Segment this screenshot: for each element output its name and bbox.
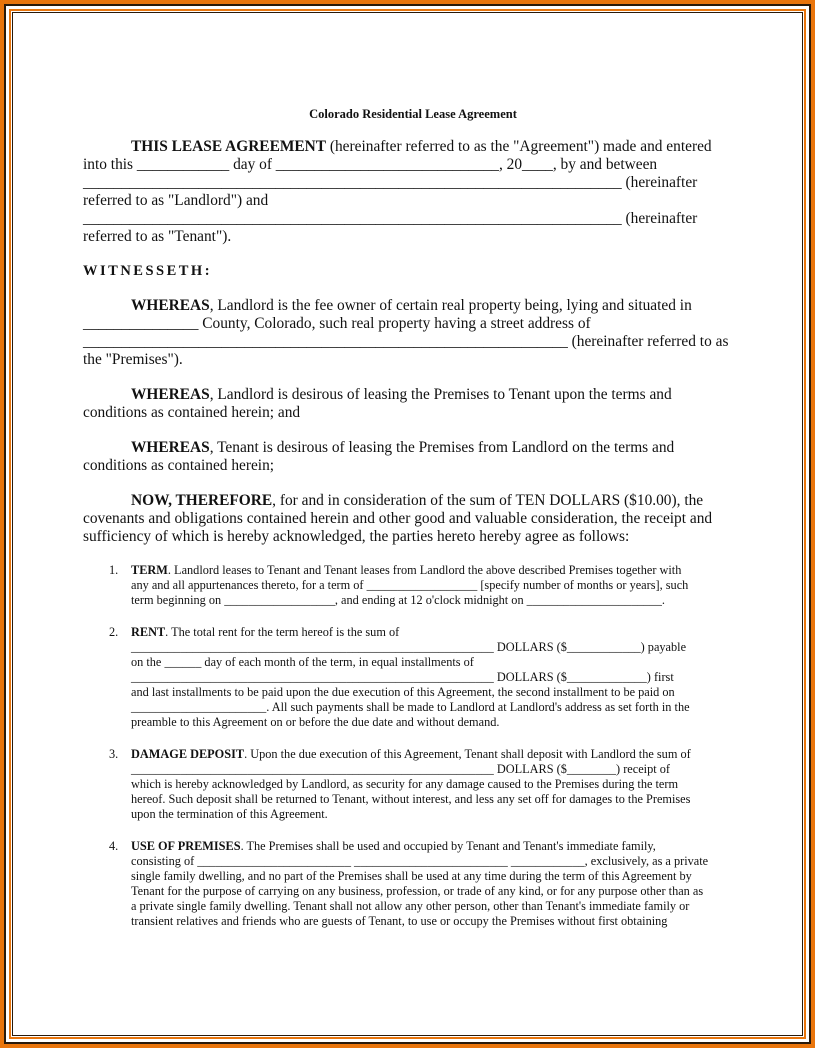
- document-title: Colorado Residential Lease Agreement: [309, 107, 517, 121]
- section-line: and last installments to be paid upon the due execution of this Agreement, the second installment to be paid on: [131, 685, 675, 699]
- section-line: ___________________________________________________________ DOLLARS ($____________) payable: [131, 640, 687, 654]
- whereas-1-line-2: _______________ County, Colorado, such real property having a street address of: [83, 315, 591, 332]
- section-line: . The total rent for the term hereof is the sum of: [165, 625, 400, 639]
- intro-lead: THIS LEASE AGREEMENT: [131, 138, 327, 155]
- section-heading: USE OF PREMISES: [131, 839, 241, 853]
- witnesseth-heading: WITNESSETH:: [83, 263, 213, 279]
- section-number: 3.: [109, 747, 119, 761]
- section-damage-deposit: [83, 747, 743, 822]
- frame-inner-border: [4, 4, 811, 1044]
- intro-line-5: ______________________________________________________________________ (hereinafter: [83, 210, 698, 227]
- intro-line-2: into this ____________ day of _____________________________, 20____, by and between: [83, 156, 658, 173]
- section-line: ___________________________________________________________ DOLLARS ($_____________) first: [131, 670, 674, 684]
- section-line: hereof. Such deposit shall be returned to Tenant, without interest, and less any set off for damages to the Premises: [131, 792, 691, 806]
- section-line: single family dwelling, and no part of the Premises shall be used at any time during the term of this Agreement by: [131, 869, 692, 883]
- intro-paragraph: [83, 138, 743, 246]
- section-line: any and all appurtenances thereto, for a term of __________________ [specify number of months or years], such: [131, 578, 689, 592]
- whereas-1-lead: WHEREAS: [131, 297, 210, 314]
- section-number: 4.: [109, 839, 119, 853]
- section-line: Tenant for the purpose of carrying on any business, profession, or trade of any kind, or for any purpose other than as: [131, 884, 704, 898]
- now-therefore-lead: NOW, THEREFORE: [131, 492, 273, 509]
- section-use-of-premises: [83, 839, 743, 929]
- section-line: preamble to this Agreement on or before the due date and without demand.: [131, 715, 500, 729]
- document-content: [83, 107, 743, 946]
- section-line: ______________________. All such payments shall be made to Landlord at Landlord's address as set forth in the: [131, 700, 690, 714]
- document-page: [9, 9, 806, 1039]
- section-line: . Upon the due execution of this Agreement, Tenant shall deposit with Landlord the sum of: [244, 747, 691, 761]
- section-term: [83, 563, 743, 608]
- whereas-1-line-1: , Landlord is the fee owner of certain real property being, lying and situated in: [209, 297, 692, 314]
- section-heading: RENT: [131, 625, 166, 639]
- whereas-2-lead: WHEREAS: [131, 386, 210, 403]
- section-rent: [83, 625, 743, 730]
- now-therefore-line-1: , for and in consideration of the sum of TEN DOLLARS ($10.00), the: [272, 492, 704, 509]
- intro-line-1: (hereinafter referred to as the "Agreement") made and entered: [326, 138, 712, 155]
- whereas-2-line-2: conditions as contained herein; and: [83, 404, 301, 421]
- section-heading: DAMAGE DEPOSIT: [131, 747, 245, 761]
- intro-line-6: referred to as "Tenant").: [83, 228, 232, 245]
- section-line: term beginning on __________________, and ending at 12 o'clock midnight on ______________________.: [131, 593, 666, 607]
- section-number: 2.: [109, 625, 119, 639]
- whereas-paragraph-1: [83, 297, 743, 369]
- whereas-1-line-3: _______________________________________________________________ (hereinafter referred to as: [83, 333, 729, 350]
- intro-line-3: ______________________________________________________________________ (hereinafter: [83, 174, 698, 191]
- whereas-3-line-2: conditions as contained herein;: [83, 457, 275, 474]
- section-line: which is hereby acknowledged by Landlord, as security for any damage caused to the Premises during the term: [131, 777, 679, 791]
- now-therefore-line-3: sufficiency of which is hereby acknowledged, the parties hereto hereby agree as follows:: [83, 528, 630, 545]
- whereas-1-line-4: the "Premises").: [83, 351, 183, 368]
- numbered-sections: [83, 563, 743, 929]
- section-line: ___________________________________________________________ DOLLARS ($________) receipt of: [131, 762, 670, 776]
- now-therefore-line-2: covenants and obligations contained herein and other good and valuable consideration, the receipt and: [83, 510, 713, 527]
- whereas-2-line-1: , Landlord is desirous of leasing the Premises to Tenant upon the terms and: [209, 386, 672, 403]
- now-therefore-paragraph: [83, 492, 743, 546]
- section-line: transient relatives and friends who are guests of Tenant, to use or occupy the Premises without first obtaining: [131, 914, 668, 928]
- intro-line-4: referred to as "Landlord") and: [83, 192, 269, 209]
- whereas-3-line-1: , Tenant is desirous of leasing the Premises from Landlord on the terms and: [209, 439, 675, 456]
- whereas-paragraph-3: [83, 439, 743, 475]
- section-line: on the ______ day of each month of the term, in equal installments of: [131, 655, 474, 669]
- section-line: a private single family dwelling. Tenant shall not allow any other person, other than Tenant's immediate family or: [131, 899, 690, 913]
- section-line: consisting of _________________________ _________________________ ____________, exclusively, as a private: [131, 854, 709, 868]
- section-line: . Landlord leases to Tenant and Tenant leases from Landlord the above described Premises together with: [167, 563, 682, 577]
- section-line: upon the termination of this Agreement.: [131, 807, 328, 821]
- section-number: 1.: [109, 563, 119, 577]
- section-heading: TERM: [131, 563, 168, 577]
- whereas-paragraph-2: [83, 386, 743, 422]
- section-line: . The Premises shall be used and occupied by Tenant and Tenant's immediate family,: [240, 839, 656, 853]
- whereas-3-lead: WHEREAS: [131, 439, 210, 456]
